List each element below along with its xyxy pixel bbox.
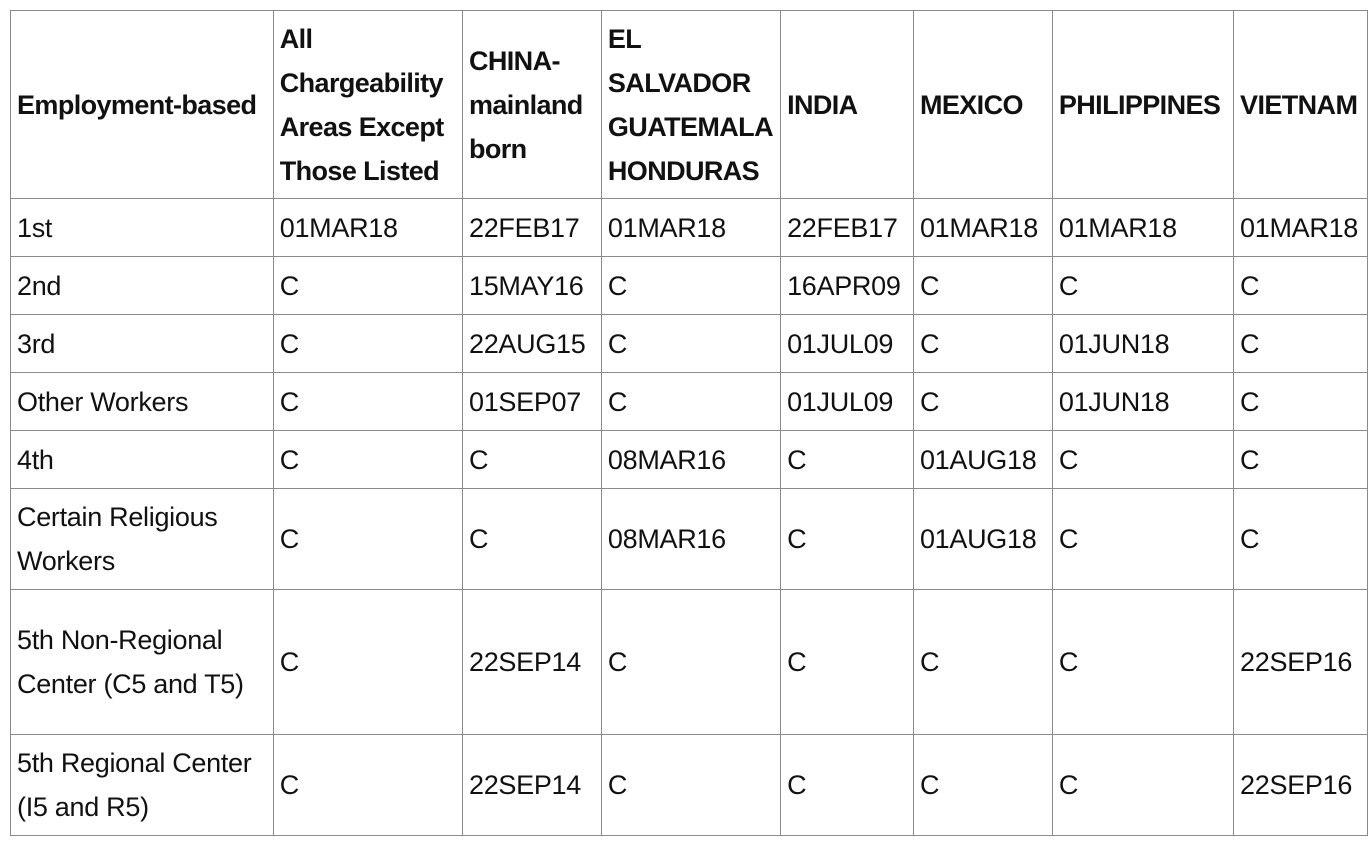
table-row — [11, 489, 1368, 590]
column-header-india: INDIA — [781, 11, 914, 199]
cell-mexico: C — [913, 373, 1052, 431]
cell-china: 01SEP07 — [462, 373, 601, 431]
column-header-vietnam: VIETNAM — [1234, 11, 1368, 199]
cell-all-chargeability: C — [273, 431, 462, 489]
cell-el-salvador-guatemala-honduras: C — [601, 735, 780, 836]
table-row — [11, 590, 1368, 735]
cell-china: C — [462, 431, 601, 489]
cell-philippines: 01JUN18 — [1052, 315, 1233, 373]
cell-china: 22FEB17 — [462, 199, 601, 257]
cell-china: 15MAY16 — [462, 257, 601, 315]
cell-category: 4th — [11, 431, 274, 489]
cell-india: 16APR09 — [781, 257, 914, 315]
column-header-employment-based: Employment-based — [11, 11, 274, 199]
cell-philippines: C — [1052, 431, 1233, 489]
cell-mexico: C — [913, 590, 1052, 735]
cell-china: 22SEP14 — [462, 735, 601, 836]
visa-bulletin-table — [10, 10, 1368, 836]
cell-mexico: C — [913, 315, 1052, 373]
column-header-mexico: MEXICO — [913, 11, 1052, 199]
table-row — [11, 735, 1368, 836]
cell-el-salvador-guatemala-honduras: C — [601, 590, 780, 735]
cell-el-salvador-guatemala-honduras: C — [601, 373, 780, 431]
cell-category: 2nd — [11, 257, 274, 315]
table-row — [11, 373, 1368, 431]
cell-el-salvador-guatemala-honduras: C — [601, 257, 780, 315]
cell-china: 22AUG15 — [462, 315, 601, 373]
cell-all-chargeability: C — [273, 373, 462, 431]
cell-vietnam: C — [1234, 315, 1368, 373]
cell-mexico: 01AUG18 — [913, 431, 1052, 489]
cell-category: 3rd — [11, 315, 274, 373]
cell-philippines: C — [1052, 257, 1233, 315]
cell-china: C — [462, 489, 601, 590]
cell-el-salvador-guatemala-honduras: 01MAR18 — [601, 199, 780, 257]
cell-mexico: C — [913, 735, 1052, 836]
cell-mexico: 01MAR18 — [913, 199, 1052, 257]
cell-mexico: 01AUG18 — [913, 489, 1052, 590]
cell-philippines: 01JUN18 — [1052, 373, 1233, 431]
column-header-philippines: PHILIPPINES — [1052, 11, 1233, 199]
cell-mexico: C — [913, 257, 1052, 315]
cell-vietnam: 01MAR18 — [1234, 199, 1368, 257]
cell-all-chargeability: C — [273, 315, 462, 373]
table-row — [11, 431, 1368, 489]
cell-china: 22SEP14 — [462, 590, 601, 735]
table-row — [11, 315, 1368, 373]
cell-vietnam: C — [1234, 373, 1368, 431]
cell-all-chargeability: C — [273, 590, 462, 735]
cell-all-chargeability: C — [273, 257, 462, 315]
cell-india: C — [781, 431, 914, 489]
cell-india: C — [781, 489, 914, 590]
column-header-china: CHINA-mainland born — [462, 11, 601, 199]
cell-el-salvador-guatemala-honduras: C — [601, 315, 780, 373]
table-row — [11, 257, 1368, 315]
cell-all-chargeability: C — [273, 735, 462, 836]
column-header-all-chargeability: All Chargeability Areas Except Those Listed — [273, 11, 462, 199]
cell-india: C — [781, 590, 914, 735]
cell-vietnam: 22SEP16 — [1234, 735, 1368, 836]
cell-philippines: C — [1052, 590, 1233, 735]
cell-india: 22FEB17 — [781, 199, 914, 257]
cell-philippines: 01MAR18 — [1052, 199, 1233, 257]
cell-all-chargeability: C — [273, 489, 462, 590]
header-row — [11, 11, 1368, 199]
cell-philippines: C — [1052, 489, 1233, 590]
cell-category: 5th Regional Center (I5 and R5) — [11, 735, 274, 836]
cell-category: Other Workers — [11, 373, 274, 431]
cell-category: 5th Non-Regional Center (C5 and T5) — [11, 590, 274, 735]
cell-vietnam: C — [1234, 489, 1368, 590]
cell-all-chargeability: 01MAR18 — [273, 199, 462, 257]
cell-vietnam: 22SEP16 — [1234, 590, 1368, 735]
cell-vietnam: C — [1234, 257, 1368, 315]
cell-philippines: C — [1052, 735, 1233, 836]
cell-category: 1st — [11, 199, 274, 257]
cell-india: 01JUL09 — [781, 315, 914, 373]
column-header-el-salvador-guatemala-honduras: EL SALVADOR GUATEMALA HONDURAS — [601, 11, 780, 199]
cell-vietnam: C — [1234, 431, 1368, 489]
cell-el-salvador-guatemala-honduras: 08MAR16 — [601, 489, 780, 590]
table-row — [11, 199, 1368, 257]
cell-el-salvador-guatemala-honduras: 08MAR16 — [601, 431, 780, 489]
table-body — [11, 199, 1368, 836]
cell-india: C — [781, 735, 914, 836]
cell-category: Certain Religious Workers — [11, 489, 274, 590]
cell-india: 01JUL09 — [781, 373, 914, 431]
